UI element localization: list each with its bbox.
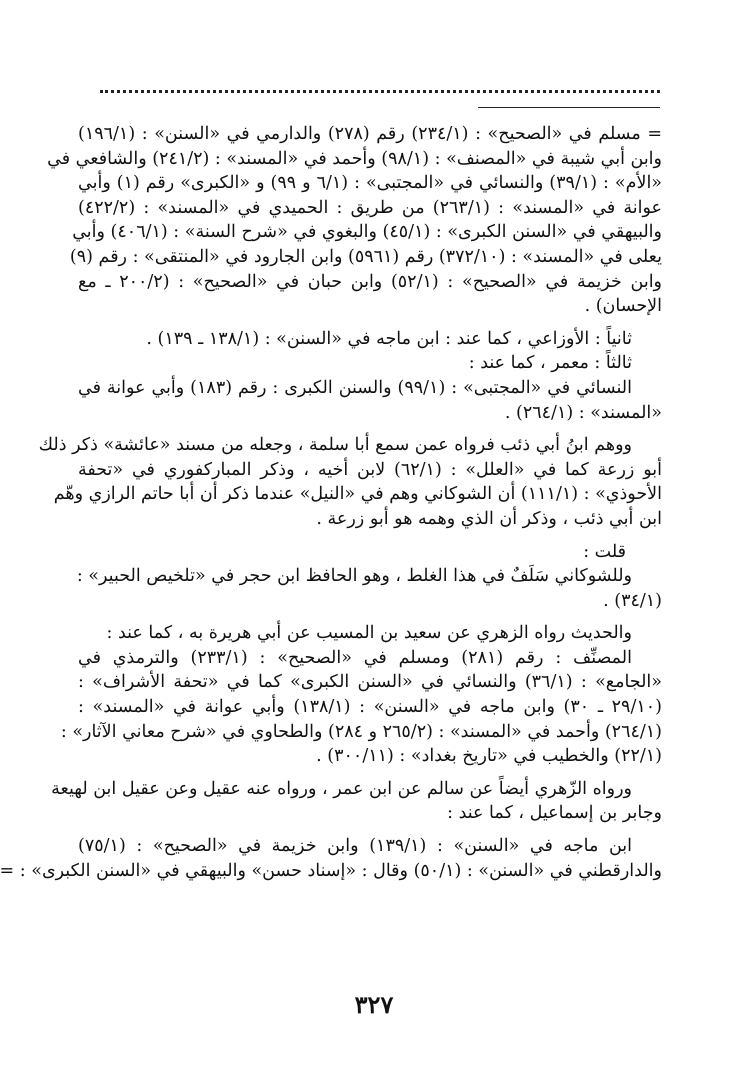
paragraph-gap: [78, 532, 662, 540]
text-line: وابن أبي شيبة في «المصنف» : (٩٨/١) وأحمد في «المسند» : (٢٤١/٢) والشافعي في: [47, 148, 662, 169]
paragraph-gap: [78, 425, 662, 433]
paragraph-gap: [78, 826, 662, 834]
text-line: يعلى في «المسند» : (٣٧٢/١٠) رقم (٥٩٦١) وابن الجارود في «المنتقى» : رقم (٩): [69, 246, 662, 267]
text-line: عوانة في «المسند» : (٢٦٣/١) من طريق : الحميدي في «المسند» : (٤٢٢/٢): [78, 197, 662, 218]
text-line: والحديث رواه الزهري عن سعيد بن المسيب عن أبي هريرة به ، كما عند :: [106, 623, 632, 644]
text-line: والدارقطني في «السنن» : (٥٠/١) وقال : «إسناد حسن» والبيهقي في «السنن الكبرى» : =: [0, 860, 662, 881]
text-line: (٣٤/١) .: [603, 590, 662, 611]
text-line: «الجامع» : (٣٦/١) والنسائي في «السنن الكبرى» كما في «تحفة الأشراف» :: [78, 672, 662, 693]
text-line: الإحسان) .: [584, 296, 662, 317]
footnote-text: [0, 122, 663, 883]
text-line: النسائي في «المجتبى» : (٩٩/١) والسنن الكبرى : رقم (١٨٣) وأبي عوانة في: [78, 377, 632, 398]
header-dotted-rule: [100, 90, 660, 93]
text-line: ورواه الزّهري أيضاً عن سالم عن ابن عمر ، ورواه عنه عقيل وعن عقيل ابن لهيعة: [51, 778, 632, 799]
text-line: والبيهقي في «السنن الكبرى» : (٤٥/١) والبغوي في «شرح السنة» : (٤٠٦/١) وأبي: [72, 222, 662, 243]
paragraph-gap: [78, 319, 662, 327]
text-line: (٢٢/١) والخطيب في «تاريخ بغداد» : (٣٠٠/١١) .: [316, 746, 662, 767]
paragraph-gap: [78, 613, 662, 621]
text-line: (٢٦٤/١) وأحمد في «المسند» : (٢٦٥/٢ و ٢٨٤) والطحاوي في «شرح معاني الآثار» :: [60, 721, 662, 742]
text-line: قلت :: [583, 541, 626, 562]
paragraph-gap: [78, 769, 662, 777]
text-line: ثانياً : الأوزاعي ، كما عند : ابن ماجه في «السنن» : (١٣٨/١ ـ ١٣٩) .: [146, 328, 632, 349]
text-line: المصنِّف : رقم (٢٨١) ومسلم في «الصحيح» : (٢٣٣/١) والترمذي في: [78, 647, 632, 668]
text-line: (٢٩/١٠ ـ ٣٠) وابن ماجه في «السنن» : (١٣٨/١) وأبي عوانة في «المسند» :: [78, 697, 662, 718]
footnote-separator: [478, 107, 660, 108]
page-number: ٣٢٧: [354, 990, 394, 1019]
text-line: وابن خزيمة في «الصحيح» : (٥٢/١) وابن حبان في «الصحيح» : (٢٠٠/٢ ـ مع: [78, 271, 663, 292]
text-line: «المسند» : (٢٦٤/١) .: [504, 402, 662, 423]
text-line: «الأم» : (٣٩/١) والنسائي في «المجتبى» : (٦/١ و ٩٩) و «الكبرى» رقم (١) وأبي: [78, 173, 663, 194]
text-line: الأحوذي» : (١١١/١) أن الشوكاني وهم في «النيل» عندما ذكر أن أبا حاتم الرازي وهّم: [53, 484, 662, 505]
text-line: ابن أبي ذئب ، وذكر أن الذي وهمه هو أبو زرعة .: [316, 508, 662, 529]
text-line: = مسلم في «الصحيح» : (٢٣٤/١) رقم (٢٧٨) والدارمي في «السنن» : (١٩٦/١): [78, 124, 663, 144]
text-line: وللشوكاني سَلَفٌ في هذا الغلط ، وهو الحافظ ابن حجر في «تلخيص الحبير» :: [76, 566, 632, 587]
text-line: وجابر بن إسماعيل ، كما عند :: [447, 803, 662, 824]
text-line: ابن ماجه في «السنن» : (١٣٩/١) وابن خزيمة في «الصحيح» : (٧٥/١): [78, 836, 632, 857]
text-line: ثالثاً : معمر ، كما عند :: [468, 353, 632, 374]
text-line: أبو زرعة كما في «العلل» : (٦٢/١) لابن أخيه ، وذكر المباركفوري في «تحفة: [78, 459, 662, 480]
text-line: ووهم ابنُ أبي ذئب فرواه عمن سمع أبا سلمة ، وجعله من مسند «عائشة» ذكر ذلك: [38, 435, 632, 456]
